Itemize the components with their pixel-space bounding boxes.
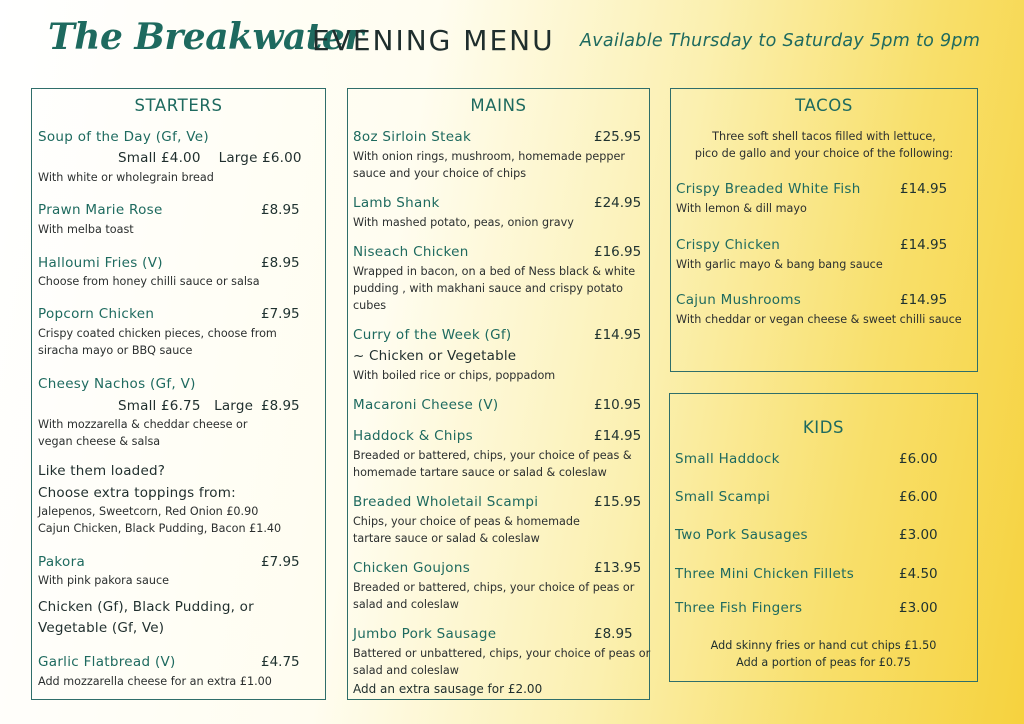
menu-header bbox=[0, 0, 1024, 80]
item-name: Chicken Goujons bbox=[353, 560, 471, 576]
item-price: £13.95 bbox=[594, 560, 642, 576]
item-name: Niseach Chicken bbox=[353, 244, 469, 260]
item-sizes: Small £6.75 Large bbox=[118, 398, 254, 414]
item-price: £7.95 bbox=[261, 306, 300, 322]
starters-section bbox=[31, 88, 326, 700]
kids-item-name: Small Scampi bbox=[675, 489, 771, 505]
item-price: £8.95 bbox=[594, 626, 633, 642]
item-name: Pakora bbox=[38, 554, 86, 570]
item-price: £25.95 bbox=[594, 129, 642, 145]
item-price: £14.95 bbox=[594, 428, 642, 444]
item-description: With pink pakora sauce bbox=[38, 574, 169, 587]
item-sizes: Small £4.00 Large £6.00 bbox=[118, 150, 302, 166]
item-name: 8oz Sirloin Steak bbox=[353, 129, 472, 145]
section-title: MAINS bbox=[470, 96, 527, 115]
kids-item-price: £6.00 bbox=[899, 489, 938, 505]
item-description: With lemon & dill mayo bbox=[676, 202, 807, 215]
item-price: £8.95 bbox=[261, 398, 300, 414]
kids-item-price: £3.00 bbox=[899, 527, 938, 543]
restaurant-logo: The Breakwater bbox=[48, 16, 363, 58]
mains-section bbox=[347, 88, 650, 700]
availability-note: Available Thursday to Saturday 5pm to 9pm bbox=[580, 31, 981, 51]
item-name: Crispy Chicken bbox=[676, 237, 781, 253]
kids-item-name: Small Haddock bbox=[675, 451, 780, 467]
item-description: Choose from honey chilli sauce or salsa bbox=[38, 275, 260, 288]
item-description: Chips, your choice of peas & homemade bbox=[353, 515, 580, 528]
kids-item-price: £6.00 bbox=[899, 451, 938, 467]
item-description: With mashed potato, peas, onion gravy bbox=[353, 216, 574, 229]
kids-extra-note: Add a portion of peas for £0.75 bbox=[736, 656, 911, 669]
item-name: Prawn Marie Rose bbox=[38, 202, 163, 218]
item-description: With onion rings, mushroom, homemade pepper bbox=[353, 150, 625, 163]
item-price: £7.95 bbox=[261, 554, 300, 570]
item-description: pudding , with makhani sauce and crispy potato bbox=[353, 282, 623, 295]
item-name: Breaded Wholetail Scampi bbox=[353, 494, 539, 510]
kids-item-price: £4.50 bbox=[899, 566, 938, 582]
item-description: Breaded or battered, chips, your choice of peas & bbox=[353, 449, 632, 462]
item-description: With boiled rice or chips, poppadom bbox=[353, 369, 556, 382]
item-name: Cheesy Nachos (Gf, V) bbox=[38, 376, 196, 392]
item-description: Battered or unbattered, chips, your choice of peas or bbox=[353, 647, 651, 660]
item-price: £14.95 bbox=[900, 181, 948, 197]
item-options: Chicken (Gf), Black Pudding, or bbox=[38, 599, 254, 615]
section-title: TACOS bbox=[795, 96, 853, 115]
item-description: cubes bbox=[353, 299, 387, 312]
item-name: Jumbo Pork Sausage bbox=[353, 626, 497, 642]
item-name: Cajun Mushrooms bbox=[676, 292, 802, 308]
item-name: Curry of the Week (Gf) bbox=[353, 327, 512, 343]
kids-extra-note: Add skinny fries or hand cut chips £1.50 bbox=[710, 639, 937, 652]
tacos-section bbox=[670, 88, 978, 372]
item-description: With mozzarella & cheddar cheese or bbox=[38, 418, 248, 431]
kids-item-name: Three Mini Chicken Fillets bbox=[675, 566, 855, 582]
item-description: salad and coleslaw bbox=[353, 664, 459, 677]
item-name: Macaroni Cheese (V) bbox=[353, 397, 499, 413]
item-description: With garlic mayo & bang bang sauce bbox=[676, 258, 883, 271]
kids-item-name: Three Fish Fingers bbox=[675, 600, 803, 616]
item-description: Breaded or battered, chips, your choice of peas or bbox=[353, 581, 635, 594]
section-title: STARTERS bbox=[134, 96, 223, 115]
item-description: homemade tartare sauce or salad & coleslaw bbox=[353, 466, 607, 479]
tacos-intro: pico de gallo and your choice of the following: bbox=[694, 147, 954, 160]
item-name: Soup of the Day (Gf, Ve) bbox=[38, 129, 209, 145]
item-description: Wrapped in bacon, on a bed of Ness black & white bbox=[353, 265, 636, 278]
item-description: Jalepenos, Sweetcorn, Red Onion £0.90 bbox=[38, 505, 259, 518]
kids-item-price: £3.00 bbox=[899, 600, 938, 616]
item-price: £4.75 bbox=[261, 654, 300, 670]
loaded-heading: Choose extra toppings from: bbox=[38, 485, 236, 501]
item-description: sauce and your choice of chips bbox=[353, 167, 527, 180]
kids-item-name: Two Pork Sausages bbox=[675, 527, 808, 543]
extra-sausage-note: Add an extra sausage for £2.00 bbox=[353, 682, 543, 696]
item-price: £8.95 bbox=[261, 202, 300, 218]
item-price: £14.95 bbox=[900, 292, 948, 308]
item-description: Add mozzarella cheese for an extra £1.00 bbox=[38, 675, 272, 688]
item-description: With melba toast bbox=[38, 223, 134, 236]
item-name: Haddock & Chips bbox=[353, 428, 474, 444]
item-name: Crispy Breaded White Fish bbox=[676, 181, 861, 197]
item-description: siracha mayo or BBQ sauce bbox=[38, 344, 193, 357]
item-options: Vegetable (Gf, Ve) bbox=[38, 620, 165, 636]
item-price: £16.95 bbox=[594, 244, 642, 260]
item-price: £24.95 bbox=[594, 195, 642, 211]
item-description: With cheddar or vegan cheese & sweet chilli sauce bbox=[676, 313, 962, 326]
item-description: salad and coleslaw bbox=[353, 598, 459, 611]
menu-title: EVENING MENU bbox=[312, 24, 555, 57]
item-price: £8.95 bbox=[261, 255, 300, 271]
item-name: Popcorn Chicken bbox=[38, 306, 155, 322]
item-name: Lamb Shank bbox=[353, 195, 440, 211]
section-title: KIDS bbox=[802, 418, 845, 437]
item-options: ~ Chicken or Vegetable bbox=[353, 348, 517, 364]
item-price: £14.95 bbox=[594, 327, 642, 343]
item-description: Crispy coated chicken pieces, choose from bbox=[38, 327, 277, 340]
item-description: tartare sauce or salad & coleslaw bbox=[353, 532, 540, 545]
kids-section bbox=[669, 393, 978, 682]
item-price: £10.95 bbox=[594, 397, 642, 413]
item-price: £15.95 bbox=[594, 494, 642, 510]
tacos-intro: Three soft shell tacos filled with lettuce, bbox=[712, 130, 936, 143]
item-price: £14.95 bbox=[900, 237, 948, 253]
loaded-heading: Like them loaded? bbox=[38, 463, 166, 479]
item-description: With white or wholegrain bread bbox=[38, 171, 214, 184]
item-name: Garlic Flatbread (V) bbox=[38, 654, 176, 670]
item-description: Cajun Chicken, Black Pudding, Bacon £1.40 bbox=[38, 522, 282, 535]
item-name: Halloumi Fries (V) bbox=[38, 255, 163, 271]
item-description: vegan cheese & salsa bbox=[38, 435, 161, 448]
